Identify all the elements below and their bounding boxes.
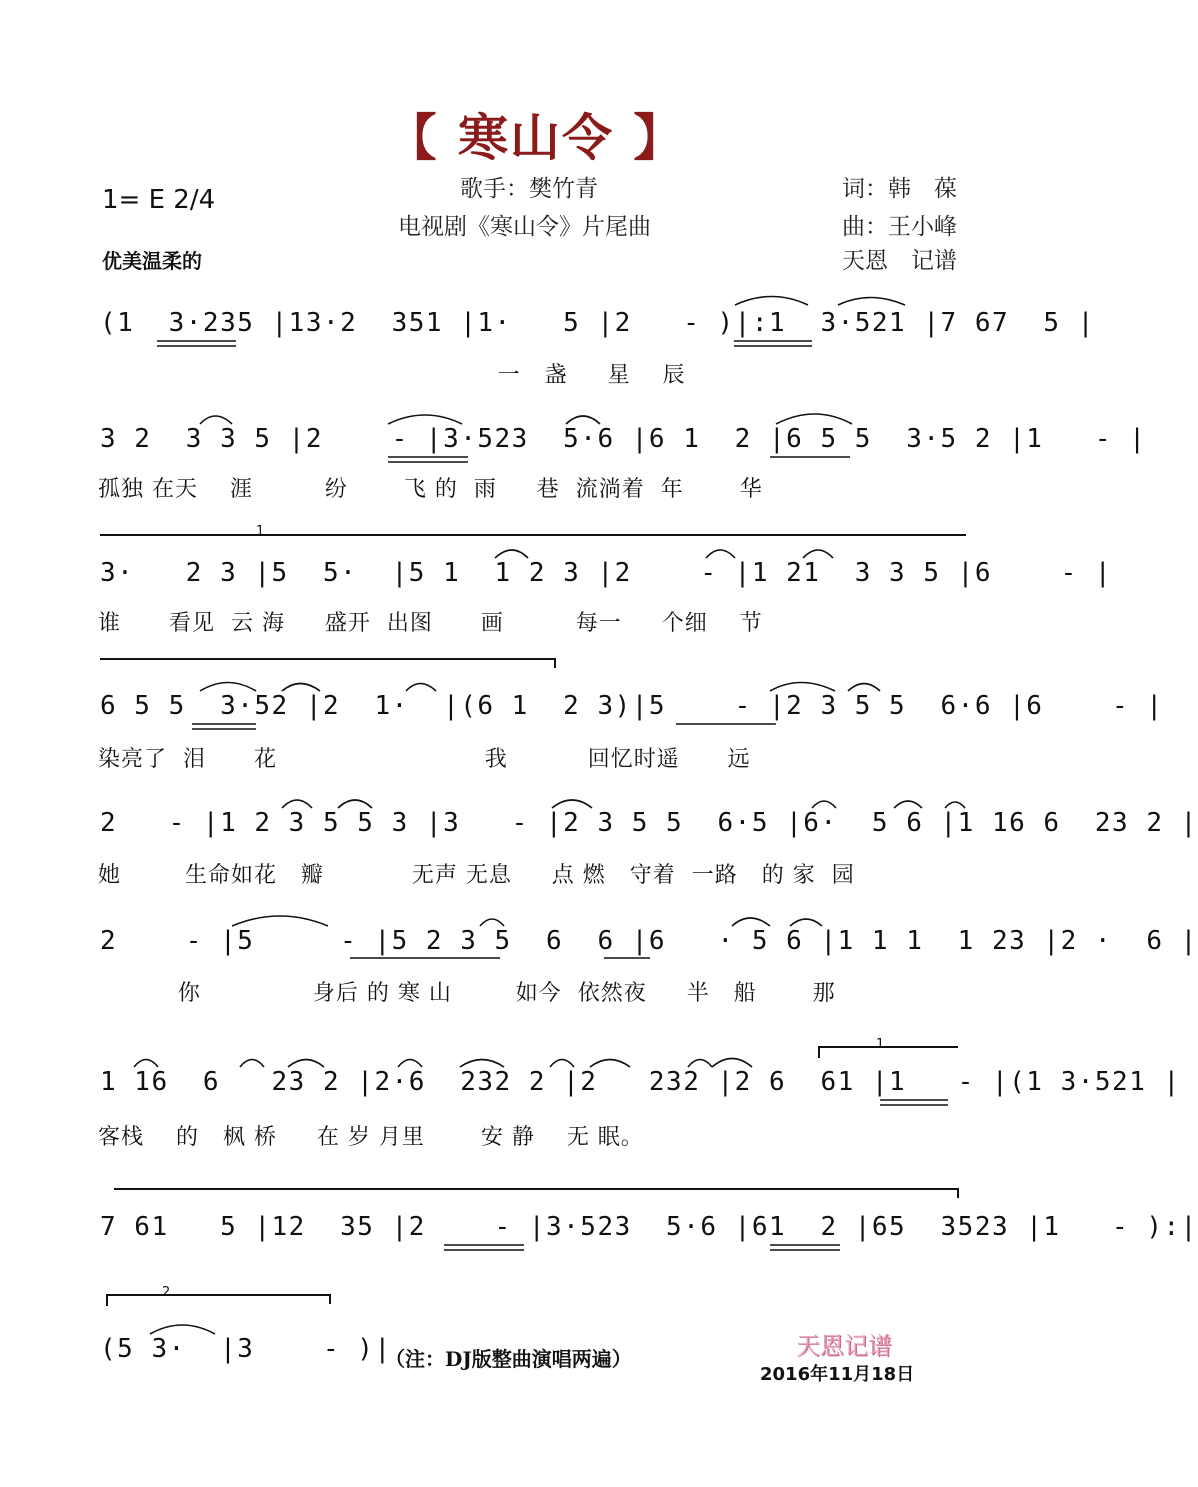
slur xyxy=(200,416,232,424)
slur xyxy=(388,415,462,424)
slur xyxy=(706,550,735,558)
lyric-row-6: 你 身后 的 寒 山 如今 依然夜 半 船 那 xyxy=(98,981,836,1006)
notation-row-7: 1 16 6 23 2 |2·6 232 2 |2 232 |2 6 61 |1 - |(1 3·521 | xyxy=(100,1067,1181,1097)
lyric-row-7: 客栈 的 枫 桥 在 岁 月里 安 静 无 眠。 xyxy=(98,1125,644,1150)
song-title: 【 寒山令 】 xyxy=(386,109,686,167)
performance-note: （注：DJ版整曲演唱两遍） xyxy=(385,1347,632,1371)
singer-credit: 歌手：樊竹青 xyxy=(460,176,598,202)
lyric-row-3: 谁 看见 云 海 盛开 出图 画 每一 个细 节 xyxy=(98,611,763,636)
drama-subtitle: 电视剧《寒山令》片尾曲 xyxy=(398,214,651,240)
slur xyxy=(590,1060,630,1068)
slur xyxy=(803,550,833,558)
notation-row-6: 2 - |5 - |5 2 3 5 6 6 |6 · 5 6 |1 1 1 1 23 |2 · 6 | xyxy=(100,926,1198,956)
slur xyxy=(282,800,312,808)
lyricist-credit: 词：韩 葆 xyxy=(842,176,957,202)
slur xyxy=(770,683,835,692)
slur xyxy=(894,801,922,808)
slur xyxy=(776,414,852,424)
slur xyxy=(735,297,808,306)
slur xyxy=(338,800,372,808)
slur xyxy=(134,1060,158,1068)
key-signature: 1= E 2/4 xyxy=(102,185,216,215)
volta-1-label: 1 xyxy=(256,524,265,539)
slur xyxy=(566,416,600,424)
slur xyxy=(550,1060,574,1068)
slur xyxy=(288,1060,324,1068)
transcriber-stamp: 天恩记谱 xyxy=(796,1332,892,1360)
volta-2-label: 2 xyxy=(162,1285,171,1300)
notation-row-9: (5 3· |3 - )| xyxy=(100,1334,392,1364)
slur xyxy=(495,550,528,558)
slur xyxy=(552,800,592,808)
slur xyxy=(398,1060,422,1068)
slur xyxy=(150,1325,215,1334)
slur xyxy=(838,298,905,306)
lyric-row-1: 一 盏 星 辰 xyxy=(98,363,686,388)
slur xyxy=(240,1060,264,1068)
slur xyxy=(945,802,965,808)
slur xyxy=(406,684,436,692)
slur xyxy=(812,801,836,808)
slur xyxy=(732,918,770,926)
notation-row-5: 2 - |1 2 3 5 5 3 |3 - |2 3 5 5 6·5 |6· 5 6 |1 16 6 23 2 | xyxy=(100,808,1198,838)
volta-1-label: 1 xyxy=(876,1037,885,1052)
composer-credit: 曲：王小峰 xyxy=(842,214,957,240)
lyric-row-5: 她 生命如花 瓣 无声 无息 点 燃 守着 一路 的 家 园 xyxy=(98,863,855,888)
lyric-row-2: 孤独 在天 涯 纷 飞 的 雨 巷 流淌着 年 华 xyxy=(98,477,763,502)
slur xyxy=(790,919,822,926)
slur xyxy=(688,1060,712,1068)
notation-row-4: 6 5 5 3·52 |2 1· |(6 1 2 3)|5 - |2 3 5 5 6·6 |6 - | xyxy=(100,691,1164,721)
lyric-row-4: 染亮了 泪 花 我 回忆时遥 远 xyxy=(98,747,751,772)
tempo-mood: 优美温柔的 xyxy=(102,249,202,273)
slur xyxy=(712,1059,752,1068)
slur xyxy=(848,684,880,692)
notation-row-3: 3· 2 3 |5 5· |5 1 1 2 3 |2 - |1 21 3 3 5 |6 - | xyxy=(100,558,1113,588)
notation-row-2: 3 2 3 3 5 |2 - |3·523 5·6 |6 1 2 |6 5 5 3·5 2 |1 - | xyxy=(100,424,1147,454)
notation-row-8: 7 61 5 |12 35 |2 - |3·523 5·6 |61 2 |65 3523 |1 - ):| xyxy=(100,1212,1198,1242)
slur xyxy=(480,919,504,926)
notation-row-1: (1 3·235 |13·2 351 |1· 5 |2 - )|:1 3·521 |7 67 5 | xyxy=(100,308,1095,338)
slur xyxy=(460,1060,504,1068)
transcription-date: 2016年11月18日 xyxy=(760,1364,915,1385)
slur xyxy=(200,683,256,692)
slur xyxy=(282,684,320,692)
slur xyxy=(232,916,328,926)
transcriber-credit: 天恩 记谱 xyxy=(842,248,957,274)
